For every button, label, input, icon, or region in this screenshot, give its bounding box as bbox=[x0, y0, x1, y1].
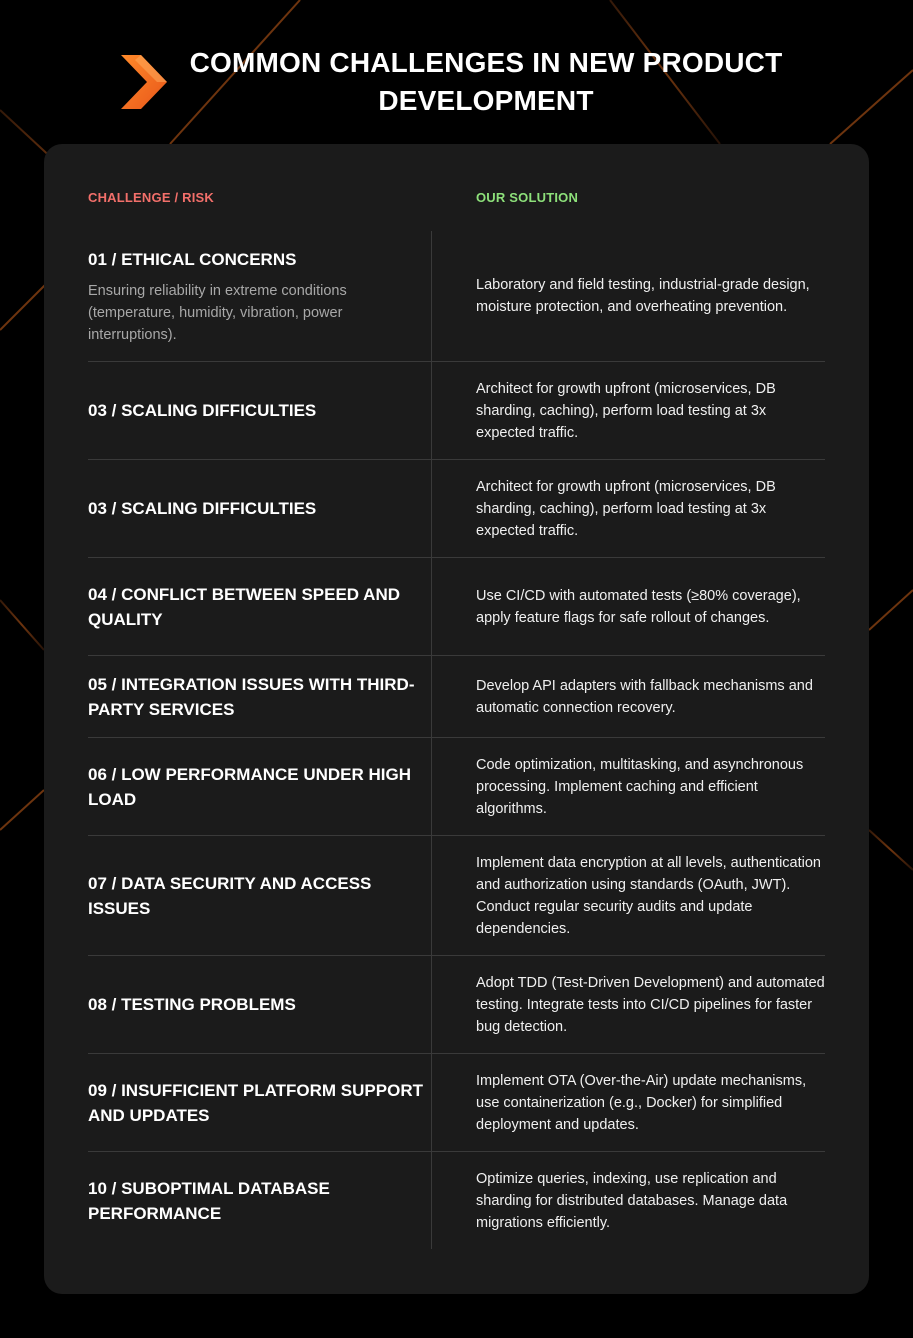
challenge-cell bbox=[88, 1152, 428, 1250]
challenge-title: 08 / TESTING PROBLEMS bbox=[88, 995, 296, 1014]
challenge-cell bbox=[88, 362, 428, 459]
table-row bbox=[88, 656, 825, 738]
table-row bbox=[88, 362, 825, 460]
challenge-description: Ensuring reliability in extreme conditions (temperature, humidity, vibration, power interruptions). bbox=[88, 282, 347, 343]
page-header bbox=[0, 40, 913, 130]
challenge-title: 06 / LOW PERFORMANCE UNDER HIGH LOAD bbox=[88, 764, 412, 809]
chevron-right-icon bbox=[121, 55, 167, 109]
challenge-cell bbox=[88, 836, 428, 955]
challenge-title: 09 / INSUFFICIENT PLATFORM SUPPORT AND UPDATES bbox=[88, 1080, 423, 1125]
challenge-cell bbox=[88, 1054, 428, 1151]
challenge-cell bbox=[88, 656, 428, 737]
solution-cell: Implement data encryption at all levels, authentication and authorization using standards (OAuth, JWT). Conduct regular security audits and update dependencies. bbox=[476, 854, 821, 937]
table-row bbox=[88, 956, 825, 1054]
challenge-title: 07 / DATA SECURITY AND ACCESS ISSUES bbox=[88, 873, 372, 918]
solution-cell: Code optimization, multitasking, and asynchronous processing. Implement caching and efficient algorithms. bbox=[476, 756, 804, 817]
table-row bbox=[88, 558, 825, 656]
table-row bbox=[88, 460, 825, 558]
solution-cell: Implement OTA (Over-the-Air) update mechanisms, use containerization (e.g., Docker) for simplified deployment and updates. bbox=[476, 1072, 807, 1133]
challenge-title: 03 / SCALING DIFFICULTIES bbox=[88, 401, 317, 420]
table-row bbox=[88, 231, 825, 362]
challenge-cell bbox=[88, 738, 428, 835]
page-title: COMMON CHALLENGES IN NEW PRODUCT DEVELOPMENT bbox=[189, 47, 783, 116]
challenge-column-header: CHALLENGE / RISK bbox=[88, 190, 214, 205]
challenges-table-card bbox=[44, 144, 869, 1294]
solution-cell: Develop API adapters with fallback mechanisms and automatic connection recovery. bbox=[476, 677, 813, 716]
table-row bbox=[88, 738, 825, 836]
challenge-title: 10 / SUBOPTIMAL DATABASE PERFORMANCE bbox=[88, 1179, 330, 1223]
challenge-title: 03 / SCALING DIFFICULTIES bbox=[88, 499, 317, 518]
challenge-cell bbox=[88, 558, 428, 655]
challenge-cell bbox=[88, 956, 428, 1053]
solution-cell: Optimize queries, indexing, use replication and sharding for distributed databases. Manage data migrations efficiently. bbox=[476, 1171, 788, 1231]
challenge-title: 05 / INTEGRATION ISSUES WITH THIRD-PARTY SERVICES bbox=[88, 674, 415, 719]
challenge-cell bbox=[88, 231, 428, 361]
table-row bbox=[88, 1054, 825, 1152]
solution-cell: Architect for growth upfront (microservices, DB sharding, caching), perform load testing at 3x expected traffic. bbox=[476, 478, 776, 539]
solution-cell: Architect for growth upfront (microservices, DB sharding, caching), perform load testing at 3x expected traffic. bbox=[476, 380, 776, 441]
solution-column-header: OUR SOLUTION bbox=[476, 190, 579, 205]
solution-cell: Laboratory and field testing, industrial-grade design, moisture protection, and overheating prevention. bbox=[476, 277, 810, 315]
solution-cell: Use CI/CD with automated tests (≥80% coverage), apply feature flags for safe rollout of changes. bbox=[476, 587, 801, 626]
table-row bbox=[88, 836, 825, 956]
challenge-title: 04 / CONFLICT BETWEEN SPEED AND QUALITY bbox=[88, 584, 401, 629]
solution-cell: Adopt TDD (Test-Driven Development) and automated testing. Integrate tests into CI/CD pipelines for faster bug detection. bbox=[476, 974, 825, 1035]
challenge-cell bbox=[88, 460, 428, 557]
challenge-title: 01 / ETHICAL CONCERNS bbox=[88, 249, 297, 269]
table-row bbox=[88, 1152, 825, 1250]
